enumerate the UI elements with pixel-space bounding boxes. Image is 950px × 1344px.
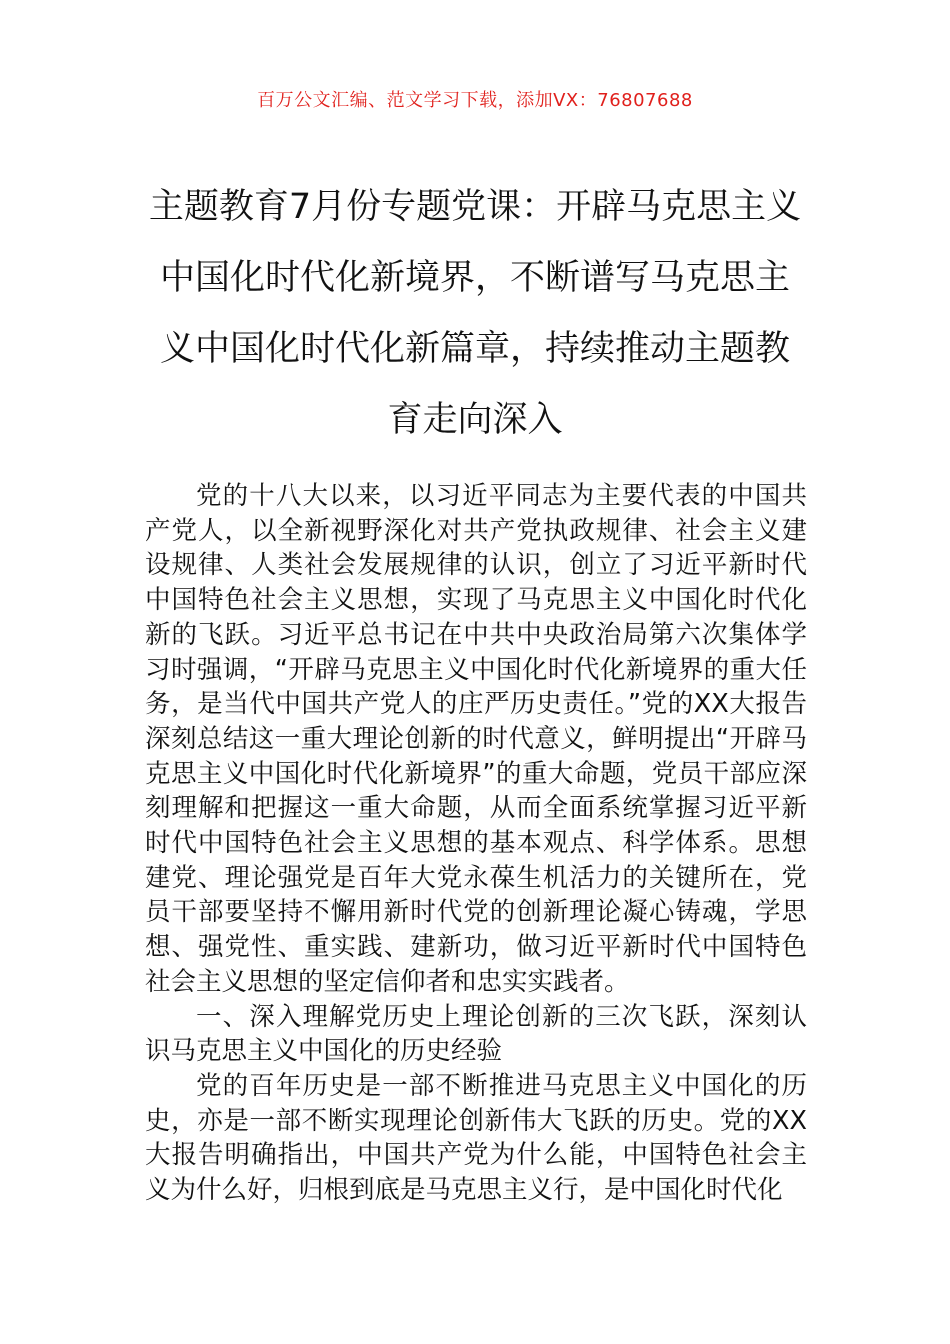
document-title: 主题教育7月份专题党课：开辟马克思主义中国化时代化新境界，不断谱写马克思主义中国化时代化新篇章，持续推动主题教育走向深入 [148, 187, 802, 440]
section-heading-1: 一、深入理解党历史上理论创新的三次飞跃，深刻认识马克思主义中国化的历史经验 [145, 1001, 807, 1067]
download-notice: 百万公文汇编、范文学习下载，添加VX：76807688 [257, 90, 693, 111]
paragraph-intro: 党的十八大以来，以习近平同志为主要代表的中国共产党人，以全新视野深化对共产党执政规律、社会主义建设规律、人类社会发展规律的认识，创立了习近平新时代中国特色社会主义思想，实现了马克思主义中国化时代化新的飞跃。习近平总书记在中共中央政治局第六次集体学习时强调，“开辟马克思主义中国化时代化新境界的重大任务，是当代中国共产党人的庄严历史责任。”党的XX大报告深刻总结这一重大理论创新的时代意义，鲜明提出“开辟马克思主义中国化时代化新境界”的重大命题，党员干部应深刻理解和把握这一重大命题，从而全面系统掌握习近平新时代中国特色社会主义思想的基本观点、科学体系。思想建党、理论强党是百年大党永葆生机活力的关键所在，党员干部要坚持不懈用新时代党的创新理论凝心铸魂，学思想、强党性、重实践、建新功，做习近平新时代中国特色社会主义思想的坚定信仰者和忠实实践者。 [145, 481, 807, 997]
document-body [145, 479, 807, 1208]
paragraph-section-1: 党的百年历史是一部不断推进马克思主义中国化的历史，亦是一部不断实现理论创新伟大飞跃的历史。党的XX大报告明确指出，中国共产党为什么能，中国特色社会主义为什么好，归根到底是马克思主义行，是中国化时代化 [145, 1070, 807, 1206]
